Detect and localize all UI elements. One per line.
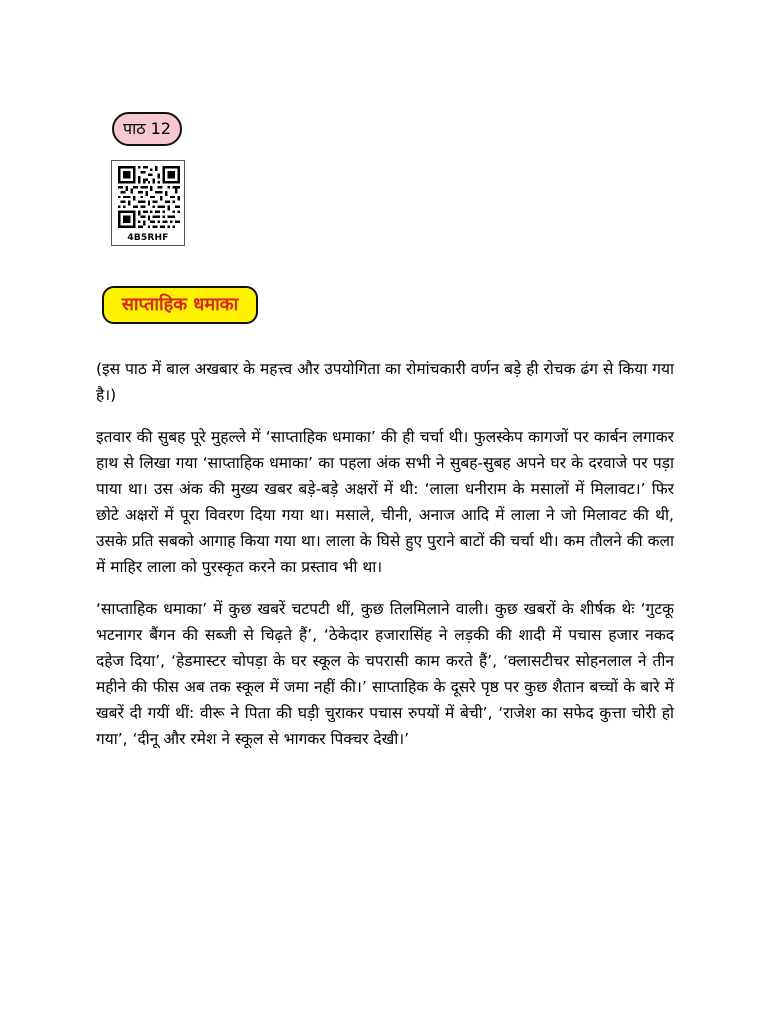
lesson-number-badge: पाठ 12 xyxy=(112,112,182,146)
lesson-body xyxy=(96,356,674,768)
qr-code-icon xyxy=(118,166,180,228)
intro-paragraph: (इस पाठ में बाल अखबार के महत्त्व और उपयोगिता का रोमांचकारी वर्णन बड़े ही रोचक ढंग से किया गया है।) xyxy=(96,360,674,404)
lesson-title: साप्ताहिक धमाका xyxy=(102,286,258,324)
qr-code[interactable] xyxy=(111,160,185,246)
body-paragraph: ‘साप्ताहिक धमाका’ में कुछ खबरें चटपटी थीं, कुछ तिलमिलाने वाली। कुछ खबरों के शीर्षक थेः ‘गुटकू भटनागर बैंगन की सब्जी से चिढ़ते हैं’, ‘ठेकेदार हजारासिंह ने लड़की की शादी में पचास हजार नकद दहेज दिया’, ‘हेडमास्टर चोपड़ा के घर स्कूल के चपरासी काम करते हैं’, ‘क्लासटीचर सोहनलाल ने तीन महीने की फीस अब तक स्कूल में जमा नहीं की।’ साप्ताहिक के दूसरे पृष्ठ पर कुछ शैतान बच्चों के बारे में खबरें दी गयीं थीं: वीरू ने पिता की घड़ी चुराकर पचास रुपयों में बेची’, ‘राजेश का सफेद कुत्ता चोरी हो गया’, ‘दीनू और रमेश ने स्कूल से भागकर पिक्चर देखी।’ xyxy=(96,600,674,748)
qr-code-label: 4B5RHF xyxy=(127,233,169,243)
body-paragraph: इतवार की सुबह पूरे मुहल्ले में ‘साप्ताहिक धमाका’ की ही चर्चा थी। फुलस्केप कागजों पर कार्बन लगाकर हाथ से लिखा गया ‘साप्ताहिक धमाका’ का पहला अंक सभी ने सुबह-सुबह अपने घर के दरवाजे पर पड़ा पाया था। उस अंक की मुख्य खबर बड़े-बड़े अक्षरों में थी: ‘लाला धनीराम के मसालों में मिलावट।’ फिर छोटे अक्षरों में पूरा विवरण दिया गया था। मसाले, चीनी, अनाज आदि में लाला ने जो मिलावट की थी, उसके प्रति सबको आगाह किया गया था। लाला के घिसे हुए पुराने बाटों की चर्चा थी। कम तौलने की कला में माहिर लाला को पुरस्कृत करने का प्रस्ताव भी था। xyxy=(96,428,674,576)
